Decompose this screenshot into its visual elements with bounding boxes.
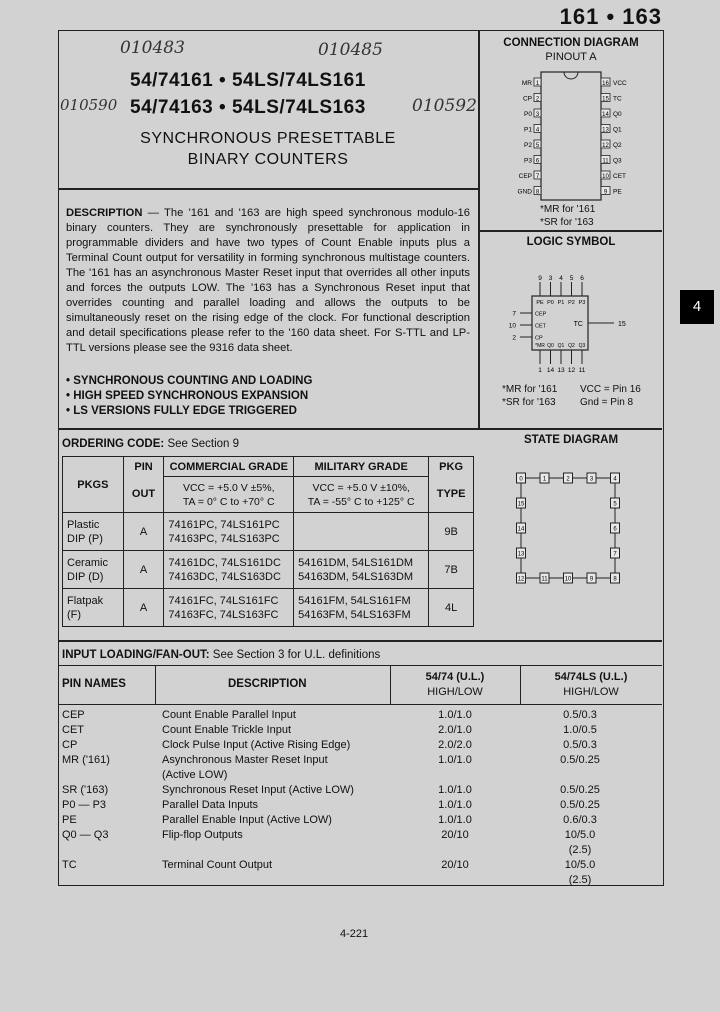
pkg-name: Flatpak [67,594,104,607]
logic-pin-number: 4 [559,275,563,282]
pin-number: 6 [535,158,540,165]
table-row [58,874,662,889]
pin-name: CEP [62,709,85,721]
table-row [58,799,662,814]
pkg-code: DIP (D) [67,570,104,583]
ls-loading: (2.5) [568,874,592,886]
subtitle-line-2: BINARY COUNTERS [187,151,349,168]
pin-name: MR ('161) [62,754,110,766]
logic-top-pins [536,275,585,306]
connection-diagram-title: CONNECTION DIAGRAM [503,37,639,49]
logic-pin-number: 11 [578,367,586,374]
pin-number: 13 [602,127,609,134]
pin-name: CP [62,739,78,751]
logic-pin-label: Q0 [547,343,554,349]
table-row [58,724,662,739]
logic-pin-number: 13 [557,367,565,374]
tc-label: TC [573,321,583,328]
pin-number: 14 [602,112,609,118]
table-row [58,844,662,859]
logic-pin-number: 2 [512,334,516,342]
col-pkg: PKG [429,457,474,477]
title-line-1: 54/74161 • 54LS/74LS161 [130,70,366,91]
logic-pin-number: 14 [546,367,555,374]
std-loading: 1.0/1.0 [438,754,472,766]
state-diagram-title: STATE DIAGRAM [523,434,619,446]
pin-number: 3 [535,112,540,118]
std-loading: 1.0/1.0 [438,799,472,811]
subtitle-line-1: SYNCHRONOUS PRESETTABLE [140,130,396,147]
pin-number: 8 [535,189,540,196]
pin-name: TC [62,859,77,871]
input-loading-title [62,649,380,661]
ls-subheader: HIGH/LOW [563,686,619,698]
pkg-type: 7B [429,551,474,589]
mil-vcc: VCC = +5.0 V ±10%, [312,481,410,494]
ls-header: 54/74LS (U.L.) [554,671,628,683]
logic-pin-label: P3 [578,300,586,306]
loading-header-rule-bottom [58,704,662,705]
logic-note-1: *MR for '161 [502,384,558,395]
col-ls [520,670,662,700]
logic-pin-number: 1 [538,367,542,374]
table-row [58,709,662,724]
state-label: 13 [517,551,525,558]
std-loading: 2.0/2.0 [438,739,472,751]
logic-pin-number: 9 [538,275,542,282]
feature-item: • SYNCHRONOUS COUNTING AND LOADING [66,374,312,389]
col-rule [155,665,156,705]
pin-number: 10 [602,174,609,180]
pin-label: GND [517,188,532,196]
pkg-code: (F) [67,608,82,621]
logic-pin-number: 7 [512,310,516,318]
logic-pin-number: 5 [569,275,574,282]
pkg-type: 4L [429,589,474,627]
col-commercial: COMMERCIAL GRADE [164,457,294,477]
table-row [58,754,662,769]
pin-label: PE [613,188,622,196]
pin-description: Clock Pulse Input (Active Rising Edge) [162,739,351,751]
ls-loading: 1.0/0.5 [563,724,597,736]
pin-label: CET [613,173,626,180]
loading-title-label: INPUT LOADING/FAN-OUT: [62,649,210,661]
section-rule [58,640,662,642]
pin-label: Q0 [613,111,622,118]
state-label: 8 [613,576,617,583]
pin-description: Parallel Enable Input (Active LOW) [162,814,332,826]
logic-pin-label: CP [535,335,543,342]
ordering-code-title [62,438,239,450]
commercial-part: 74163PC, 74LS163PC [168,532,280,545]
ordering-table [62,456,474,627]
logic-pin-label: *MR [535,343,545,349]
ls-loading: 0.5/0.3 [563,709,597,721]
state-label: 5 [613,501,617,508]
pin-description: Count Enable Trickle Input [162,724,292,736]
state-label: 7 [613,551,617,558]
std-subheader: HIGH/LOW [427,686,483,698]
mil-ta: TA = -55° C to +125° C [307,495,415,508]
std-loading: 20/10 [441,859,469,871]
ls-loading: 0.5/0.25 [560,799,600,811]
title-line-2: 54/74163 • 54LS/74LS163 [130,97,366,118]
handwritten-note-b: 010485 [318,40,383,60]
page-part-numbers: 161 • 163 [559,4,662,29]
logic-symbol [480,270,662,380]
commercial-part: 74163FC, 74LS163FC [168,608,279,621]
logic-pin-label: P2 [568,300,575,306]
ic-notch [564,72,578,79]
commercial-part: 74163DC, 74LS163DC [168,570,281,583]
std-loading: 1.0/1.0 [438,814,472,826]
left-pins [518,78,541,196]
ic-body [541,72,601,200]
logic-pin-label: Q1 [557,343,565,349]
table-row [63,589,474,627]
connection-note-2: *SR for '163 [540,217,594,228]
pin-number: 12 [602,143,609,149]
loading-rows [58,709,662,889]
logic-pin-label: CET [535,323,546,330]
comm-ta: TA = 0° C to +70° C [182,495,275,508]
military-part: 54163FM, 54LS163FM [298,608,411,621]
logic-pin-number: 6 [580,275,584,282]
state-label: 15 [517,501,525,508]
std-loading: 1.0/1.0 [438,784,472,796]
page-number: 4-221 [340,928,369,940]
description [66,206,470,356]
logic-pin-label: P1 [557,300,565,306]
state-label: 1 [542,476,547,483]
section-rule [58,428,662,430]
feature-item: • HIGH SPEED SYNCHRONOUS EXPANSION [66,389,312,404]
pkg-name: Plastic [67,518,100,531]
table-row [58,829,662,844]
pin-label: TC [613,95,622,103]
pin-number: 15 [602,96,609,103]
ordering-title-label: ORDERING CODE: [62,438,165,450]
pin-number: 1 [535,81,540,87]
handwritten-note-d: 010592 [412,96,477,116]
military-part: 54161FM, 54LS161FM [298,594,411,607]
logic-pin-number: 12 [567,367,576,374]
pin-number: 16 [602,81,609,87]
col-description: DESCRIPTION [228,678,307,690]
commercial-part: 74161PC, 74LS161PC [168,518,280,531]
state-label: 12 [517,576,525,583]
state-label: 9 [589,576,594,583]
feature-list [66,374,312,419]
military-part: 54163DM, 54LS163DM [298,570,414,583]
logic-pin-label: Q3 [578,343,586,349]
col-military: MILITARY GRADE [294,457,429,477]
pkg-type: 9B [429,513,474,551]
state-label: 6 [613,526,617,533]
pin-description: (Active LOW) [162,769,228,781]
table-row [58,739,662,754]
logic-left-pins [509,311,547,342]
pin-label: VCC [613,80,627,87]
table-row [63,551,474,589]
pin-name: CET [62,724,84,736]
table-row [63,513,474,551]
pin-description: Parallel Data Inputs [162,799,258,811]
commercial-part: 74161DC, 74LS161DC [168,556,281,569]
pin-label: P1 [524,126,532,134]
pin-label: Q1 [613,126,622,134]
feature-item: • LS VERSIONS FULLY EDGE TRIGGERED [66,404,312,419]
logic-pin-label: PE [536,300,544,306]
pin-out: A [123,589,164,627]
pin-label: MR [521,80,532,87]
state-label: 10 [564,576,572,583]
table-row [58,769,662,784]
pin-label: P0 [524,111,532,118]
logic-pin-label: Q2 [568,343,575,349]
pin-out: A [123,551,164,589]
pin-description: Flip-flop Outputs [162,829,243,841]
pinout-label: PINOUT A [545,51,597,63]
table-row [58,814,662,829]
logic-symbol-title: LOGIC SYMBOL [526,236,616,248]
pin-name: PE [62,814,77,826]
logic-pin-number: 10 [508,322,516,330]
state-nodes [517,473,620,583]
pin-label: P3 [524,157,532,165]
pin-number: 5 [535,143,540,149]
pin-number: 4 [535,127,540,134]
ls-loading: 10/5.0 [564,829,596,841]
handwritten-note-c: 010590 [60,96,118,114]
right-rule [479,230,662,232]
pin-number: 11 [602,158,609,165]
pin-out: A [123,513,164,551]
col-std [390,670,520,700]
logic-bottom-pins [535,343,586,374]
pin-name: SR ('163) [62,784,109,796]
state-diagram [480,460,662,630]
pkg-code: DIP (P) [67,532,103,545]
col-type: TYPE [429,477,474,513]
pin-label: CP [522,95,532,103]
table-row [58,859,662,874]
pin-name: P0 — P3 [62,799,107,811]
ls-loading: 0.5/0.25 [560,784,600,796]
pin-label: Q3 [613,157,622,165]
ordering-note: See Section 9 [167,438,240,450]
pkg-name: Ceramic [67,556,108,569]
pin-description: Terminal Count Output [162,859,273,871]
ls-loading: 0.6/0.3 [563,814,597,826]
logic-pin-label: CEP [535,311,547,318]
pin-description: Asynchronous Master Reset Input [162,754,328,766]
ls-loading: 10/5.0 [564,859,596,871]
pin-description: Count Enable Parallel Input [162,709,296,721]
state-label: 0 [519,476,523,483]
logic-note-3: *SR for '163 [502,397,556,408]
state-label: 14 [517,526,525,533]
logic-note-2: VCC = Pin 16 [580,384,641,395]
col-pkgs: PKGS [63,457,124,513]
col-pin: PIN [123,457,164,477]
pin-label: CEP [518,173,532,180]
std-loading: 20/10 [441,829,469,841]
commercial-conditions [164,477,294,513]
military-part: 54161DM, 54LS161DM [298,556,414,569]
comm-vcc: VCC = +5.0 V ±5%, [182,481,275,494]
ls-loading: (2.5) [568,844,592,856]
col-pin-names: PIN NAMES [62,678,126,690]
section-tab[interactable]: 4 [680,290,714,324]
right-pins [601,78,627,196]
title-rule [58,188,478,190]
pin-number: 2 [535,96,540,103]
logic-pin-number: 3 [548,275,553,282]
state-label: 2 [566,476,570,483]
state-loop [521,478,615,578]
state-label: 4 [613,476,617,483]
pin-label: P2 [524,142,532,149]
handwritten-note-a: 010483 [120,38,185,58]
std-header: 54/74 (U.L.) [425,671,485,683]
std-loading: 2.0/1.0 [438,724,472,736]
ls-loading: 0.5/0.3 [563,739,597,751]
connection-note-1: *MR for '161 [540,204,596,215]
description-heading: DESCRIPTION [66,207,143,219]
pin-number: 7 [535,174,540,180]
ls-loading: 0.5/0.25 [560,754,600,766]
col-out: OUT [123,477,164,513]
loading-note: See Section 3 for U.L. definitions [212,649,381,661]
pin-number: 9 [603,189,608,196]
loading-header-rule-top [58,665,662,666]
pin-description: Synchronous Reset Input (Active LOW) [162,784,354,796]
tc-pin: 15 [618,321,626,328]
state-label: 3 [589,476,594,483]
commercial-part: 74161FC, 74LS161FC [168,594,279,607]
military-conditions [294,477,429,513]
std-loading: 1.0/1.0 [438,709,472,721]
pin-label: Q2 [613,142,622,149]
pin-name: Q0 — Q3 [62,829,109,841]
description-text: — The '161 and '163 are high speed synchronous modulo-16 binary counters. They are synchronously presettable for application in programmable dividers and have two types of Count Enable inputs plus a Terminal Count output for versatility in forming synchronous multistage counters. The '161 has an asynchronous Master Reset input that overrides all other inputs and forces the outputs LOW. The '163 has a Synchronous Reset input that overrides counting and parallel loading and allows the outputs to be simultaneously reset on the rising edge of the clock. For functional description and detail specifications please refer to the '160 data sheet. For S-TTL and LP-TTL versions please see the 9316 data sheet. [66,207,470,354]
table-row [58,784,662,799]
logic-note-4: Gnd = Pin 8 [580,397,634,408]
state-label: 11 [541,576,548,583]
logic-pin-label: P0 [547,300,554,306]
